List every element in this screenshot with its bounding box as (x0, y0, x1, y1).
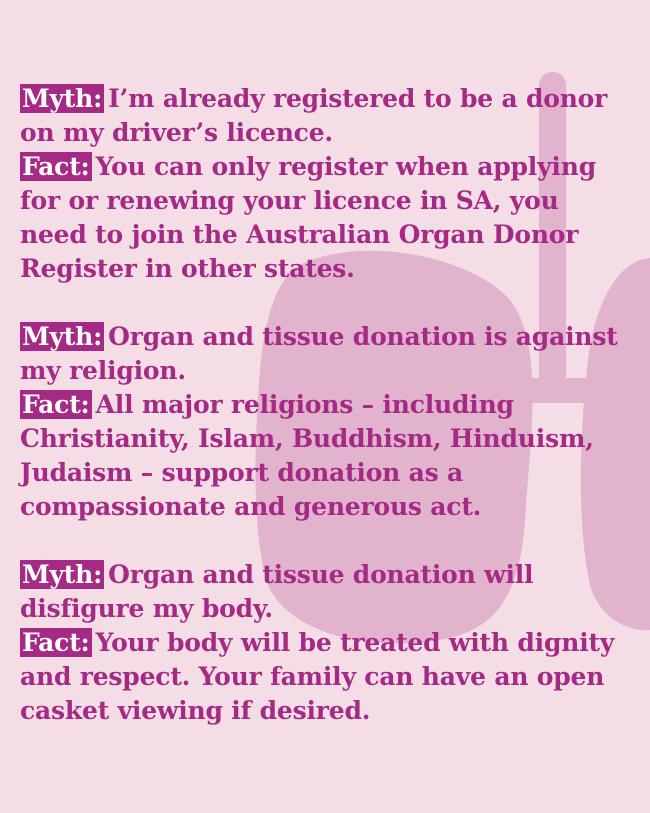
myth-fact-list (20, 82, 630, 762)
fact-label: Fact: (22, 152, 90, 181)
myth-text: Organ and tissue donation is against my religion. (20, 322, 618, 385)
myth-text: Organ and tissue donation will disfigure my body. (20, 560, 534, 623)
myth-label: Myth: (22, 322, 103, 351)
myth-fact-item (20, 558, 630, 728)
myth-label: Myth: (22, 560, 103, 589)
myth-statement (20, 558, 630, 626)
fact-text: You can only register when applying for or renewing your licence in SA, you need to join the Australian Organ Donor Register in other states. (20, 152, 596, 283)
fact-label: Fact: (22, 390, 90, 419)
myth-text: I’m already registered to be a donor on my driver’s licence. (20, 84, 608, 147)
myth-statement (20, 320, 630, 388)
myth-statement (20, 82, 630, 150)
myth-label: Myth: (22, 84, 103, 113)
fact-statement (20, 626, 630, 728)
fact-statement (20, 388, 630, 524)
myth-fact-item (20, 82, 630, 286)
fact-text: All major religions – including Christianity, Islam, Buddhism, Hinduism, Judaism – support donation as a compassionate and generous act. (20, 390, 594, 521)
fact-statement (20, 150, 630, 286)
myth-fact-item (20, 320, 630, 524)
fact-label: Fact: (22, 628, 90, 657)
fact-text: Your body will be treated with dignity and respect. Your family can have an open casket viewing if desired. (20, 628, 615, 725)
